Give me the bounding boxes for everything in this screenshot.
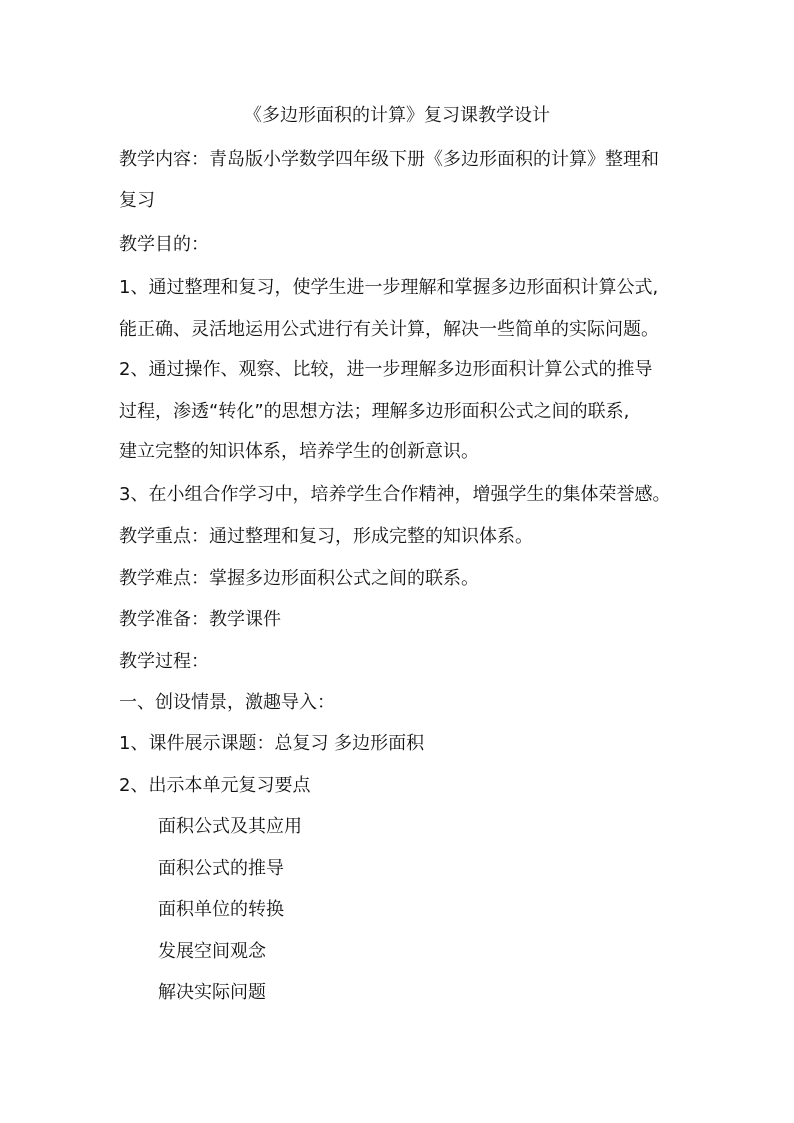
teaching-objectives-heading: 教学目的： (119, 234, 209, 255)
document-title: 《多边形面积的计算》复习课教学设计 (244, 105, 550, 126)
review-point-unit-conversion: 面积单位的转换 (158, 899, 284, 920)
objective-1-line-1: 1、通过整理和复习，使学生进一步理解和掌握多边形面积计算公式, (119, 277, 659, 298)
teaching-process-heading: 教学过程： (119, 651, 209, 672)
review-point-practical-problems: 解决实际问题 (158, 982, 266, 1003)
step-show-topic: 1、课件展示课题：总复习 多边形面积 (119, 733, 425, 754)
section-create-situation: 一、创设情景，激趣导入： (119, 692, 335, 713)
teaching-content-line-2: 复习 (119, 190, 155, 211)
objective-2-line-1: 2、通过操作、观察、比较，进一步理解多边形面积计算公式的推导 (119, 359, 653, 380)
teaching-content-line-1: 教学内容：青岛版小学数学四年级下册《多边形面积的计算》整理和 (119, 149, 659, 170)
objective-3: 3、在小组合作学习中，培养学生合作精神，增强学生的集体荣誉感。 (119, 484, 671, 505)
step-review-points: 2、出示本单元复习要点 (119, 775, 311, 796)
teaching-preparation: 教学准备：教学课件 (119, 609, 281, 630)
teaching-key-point: 教学重点：通过整理和复习，形成完整的知识体系。 (119, 526, 533, 547)
review-point-spatial-concept: 发展空间观念 (158, 941, 266, 962)
objective-1-line-2: 能正确、灵活地运用公式进行有关计算，解决一些简单的实际问题。 (119, 319, 659, 340)
review-point-area-formula-application: 面积公式及其应用 (158, 816, 302, 837)
objective-2-line-3: 建立完整的知识体系，培养学生的创新意识。 (119, 441, 479, 462)
objective-2-line-2: 过程，渗透“转化”的思想方法；理解多边形面积公式之间的联系, (119, 401, 630, 422)
teaching-difficulty: 教学难点：掌握多边形面积公式之间的联系。 (119, 568, 479, 589)
review-point-formula-derivation: 面积公式的推导 (158, 858, 284, 879)
